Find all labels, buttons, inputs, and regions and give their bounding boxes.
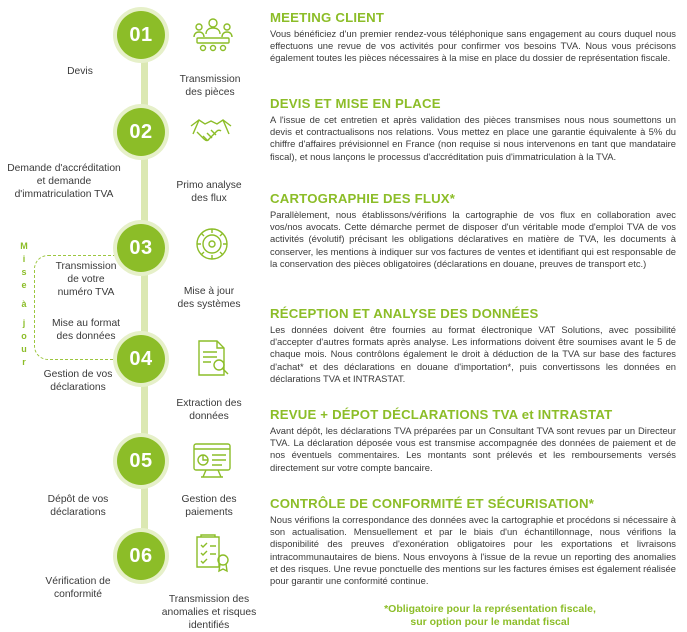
- gear-icon: [190, 224, 234, 264]
- step-02-title: DEVIS ET MISE EN PLACE: [270, 96, 441, 111]
- dashboard-icon: [190, 440, 234, 480]
- step-05-body: Avant dépôt, les déclarations TVA préparées par un Consultant TVA sont revues par un Directeur TVA. La déclaration déposée vous est transmise accompagnée des données de paiement et de nos éventuels commentaires. Les montants sont prélevés et les remboursements versés directement sur votre compte bancaire.: [270, 425, 676, 473]
- document-search-icon: [191, 338, 235, 378]
- step-04-left-label: Gestion de vos déclarations: [43, 369, 113, 393]
- step-06-title: CONTRÔLE DE CONFORMITÉ ET SÉCURISATION*: [270, 496, 595, 511]
- meeting-icon: [191, 14, 235, 54]
- certificate-icon: [191, 533, 235, 573]
- step-03-title: CARTOGRAPHIE DES FLUX*: [270, 191, 456, 206]
- step-02-left-label: Demande d'accréditation et demande d'immatriculation TVA: [7, 163, 121, 200]
- step-number-05: 05: [117, 437, 165, 485]
- step-number-01: 01: [117, 11, 165, 59]
- step-05-title: REVUE + DÉPOT DÉCLARATIONS TVA et INTRASTAT: [270, 407, 613, 422]
- step-01-body: Vous bénéficiez d'un premier rendez-vous téléphonique sans engagement au cours duquel nous effectuons une revue de vos activités pour confirmer vos besoins TVA. Nous vous précisons également toutes les pièces nécessaires à la mise en place du dossier de représentation fiscale.: [270, 28, 676, 64]
- update-loop-letter: s: [19, 266, 29, 279]
- update-loop-letter: e: [19, 279, 29, 292]
- step-number-03: 03: [117, 224, 165, 272]
- update-loop-letter: M: [20, 241, 28, 251]
- step-01-title: MEETING CLIENT: [270, 10, 385, 25]
- update-loop-letter: r: [19, 356, 29, 369]
- update-loop-letter: u: [19, 343, 29, 356]
- step-06-left-label: Vérification de conformité: [45, 576, 111, 600]
- step-05-left-label: Dépôt de vos déclarations: [47, 494, 109, 518]
- update-loop-letter: o: [19, 330, 29, 343]
- step-01-center-label: Transmission des pièces: [179, 74, 241, 98]
- step-number-04: 04: [117, 335, 165, 383]
- step-04-body: Les données doivent être fournies au format électronique VAT Solutions, avec possibilité d'accepter d'autres formats après analyse. Les informations doivent être soumises avant le 5 de chaque mois. Nous contrôlons également le droit à déduction de la TVA sur base des factures d'achat* et des déclarations en douane d'importation*, puis convertissons les données en déclarations TVA et INTRASTAT.: [270, 324, 676, 384]
- step-06-center-label: Transmission des anomalies et risques identifiés: [161, 594, 257, 631]
- update-loop-label: [19, 240, 29, 369]
- handshake-icon: [189, 112, 233, 152]
- step-03-body: Parallèlement, nous établissons/vérifions la cartographie de vos flux en collaboration avec vos/nos avocats. Cette démarche permet de disposer d'un véritable mode d'emploi TVA de vos activités (évolutif) précisant les obligations déclaratives en matière de TVA, les documents à conserver, les mentions à indiquer sur vos factures de ventes et identifiant qui est responsable de la conservation des pièces obligatoires (déclarations en douane, preuves de transport etc.): [270, 209, 676, 269]
- step-02-body: A l'issue de cet entretien et après validation des pièces transmises nous nous soumettons un devis et contractualisons nos relations. Vous mettez en place une garantie équivalente à 5% du chiffre d'affaires prévisionnel en France (non requise si nous intervenons en tant que mandataire fiscal), et nous lançons le processus d'accréditation puis d'immatriculation à la TVA.: [270, 114, 676, 162]
- step-02-center-label: Primo analyse des flux: [176, 180, 242, 204]
- step-04-title: RÉCEPTION ET ANALYSE DES DONNÉES: [270, 306, 539, 321]
- step-05-center-label: Gestion des paiements: [181, 494, 237, 518]
- step-01-left-label: Devis: [67, 66, 93, 77]
- footnote: *Obligatoire pour la représentation fiscale, sur option pour le mandat fiscal: [384, 603, 596, 628]
- step-04-center-label: Extraction des données: [176, 398, 242, 422]
- step-06-body: Nous vérifions la correspondance des données avec la cartographie et procédons si nécessaire à son actualisation. Mensuellement et par le biais d'un échantillonnage, nous vérifions la disponibilité des preuves d'exonération obligatoires pour les exportations et livraisons intracommunautaires de biens. Nous envoyons à l'issue de la revue un reporting des anomalies et des risques. Une revue ponctuelle des mentions sur les factures émises est également réalisée pour garantir une conformité continue.: [270, 514, 676, 587]
- update-loop-letter: j: [19, 317, 29, 330]
- step-03-left-label: Transmission de votre numéro TVA: [55, 261, 117, 298]
- step-03-center-label: Mise à jour des systèmes: [177, 286, 241, 310]
- update-loop-letter: i: [19, 253, 29, 266]
- step-03-left-label-2: Mise au format des données: [51, 318, 121, 342]
- update-loop-letter: à: [19, 298, 29, 311]
- step-number-06: 06: [117, 532, 165, 580]
- step-number-02: 02: [117, 108, 165, 156]
